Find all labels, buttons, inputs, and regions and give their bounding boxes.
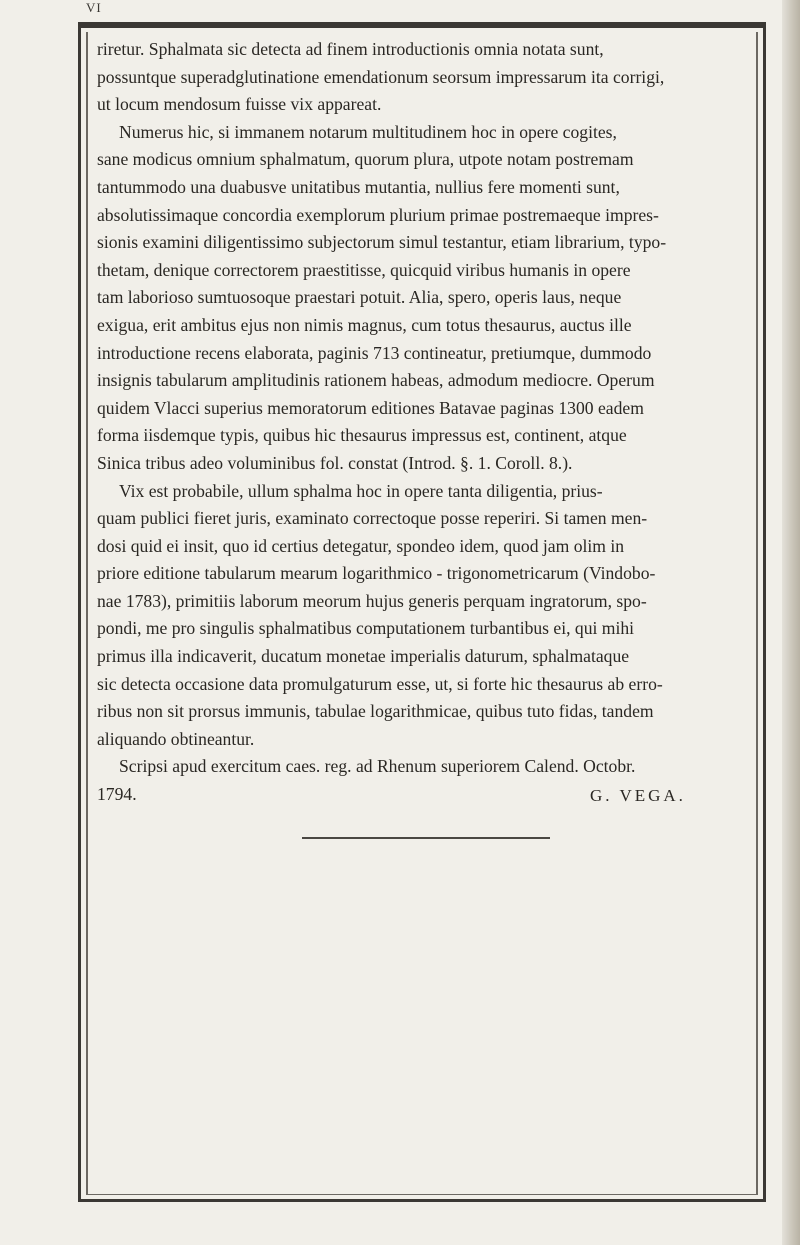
page-edge-shadow bbox=[782, 0, 800, 1245]
text-line: insignis tabularum amplitudinis rationem habeas, admodum mediocre. Operum bbox=[97, 370, 655, 391]
text-line: thetam, denique correctorem praestitisse, quicquid viribus humanis in opere bbox=[97, 259, 631, 280]
text-line: sionis examini diligentissimo subjectorum simul testantur, etiam librarium, typo- bbox=[97, 232, 667, 253]
text-line: tam laborioso sumtuosoque praestari potuit. Alia, spero, operis laus, neque bbox=[97, 287, 622, 308]
text-line: sane modicus omnium sphalmatum, quorum plura, utpote notam postremam bbox=[97, 149, 634, 170]
text-line: pondi, me pro singulis sphalmatibus computationem turbantibus ei, qui mihi bbox=[97, 618, 635, 639]
text-line: dosi quid ei insit, quo id certius detegatur, spondeo idem, quod jam olim in bbox=[97, 535, 625, 556]
page-number: VI bbox=[86, 0, 102, 15]
paragraph-3 bbox=[97, 478, 751, 754]
text-line: Scripsi apud exercitum caes. reg. ad Rhenum superiorem Calend. Octobr. bbox=[119, 756, 636, 777]
text-line: forma iisdemque typis, quibus hic thesaurus impressus est, continent, atque bbox=[97, 425, 627, 446]
text-line: Sinica tribus adeo voluminibus fol. constat (Introd. §. 1. Coroll. 8.). bbox=[97, 452, 573, 473]
text-line: quam publici fieret juris, examinato correctoque posse reperiri. Si tamen men- bbox=[97, 508, 648, 529]
text-line: introductione recens elaborata, paginis 713 contineatur, pretiumque, dummodo bbox=[97, 342, 652, 363]
text-line: tantummodo una duabusve unitatibus mutantia, nullius fere momenti sunt, bbox=[97, 176, 620, 197]
text-line: absolutissimaque concordia exemplorum plurium primae postremaeque impres- bbox=[97, 204, 659, 225]
text-line: aliquando obtineantur. bbox=[97, 728, 255, 749]
closing-rule bbox=[302, 837, 550, 839]
text-line: priore editione tabularum mearum logarithmico - trigonometricarum (Vindobo- bbox=[97, 563, 656, 584]
text-line: Vix est probabile, ullum sphalma hoc in opere tanta diligentia, prius- bbox=[119, 480, 603, 501]
text-line: possuntque superadglutinatione emendationum seorsum impressarum ita corrigi, bbox=[97, 66, 665, 87]
text-line: sic detecta occasione data promulgaturum esse, ut, si forte hic thesaurus ab erro- bbox=[97, 673, 663, 694]
text-line: quidem Vlacci superius memoratorum editiones Batavae paginas 1300 eadem bbox=[97, 397, 644, 418]
paragraph-2 bbox=[97, 119, 751, 478]
text-line: nae 1783), primitiis laborum meorum hujus generis perquam ingratorum, spo- bbox=[97, 590, 647, 611]
author-signature: G. VEGA. bbox=[590, 786, 686, 805]
text-line: ribus non sit prorsus immunis, tabulae logarithmicae, quibus tuto fidas, tandem bbox=[97, 701, 654, 722]
body-text bbox=[97, 36, 751, 809]
text-line: exigua, erit ambitus ejus non nimis magnus, cum totus thesaurus, auctus ille bbox=[97, 314, 632, 335]
text-line: riretur. Sphalmata sic detecta ad finem introductionis omnia notata sunt, bbox=[97, 39, 604, 59]
paragraph-1 bbox=[97, 36, 751, 119]
text-line: 1794. bbox=[97, 784, 137, 805]
text-line: Numerus hic, si immanem notarum multitudinem hoc in opere cogites, bbox=[119, 121, 617, 142]
text-line: primus illa indicaverit, ducatum monetae imperialis daturum, sphalmataque bbox=[97, 646, 630, 667]
text-line: ut locum mendosum fuisse vix appareat. bbox=[97, 94, 382, 115]
